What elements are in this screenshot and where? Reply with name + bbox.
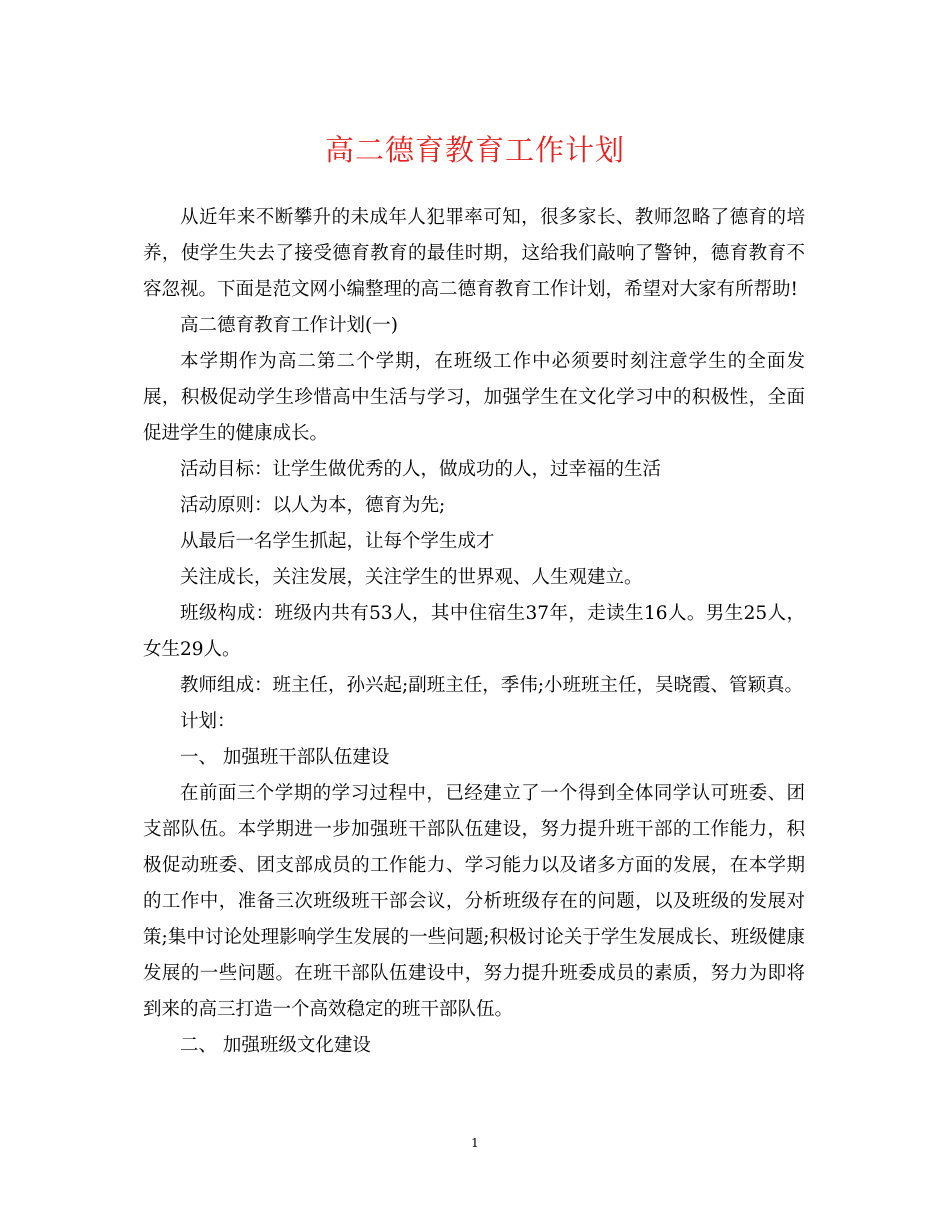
paragraph-plan-label: 计划： xyxy=(180,711,236,732)
paragraph-heading-plan-one: 高二德育教育工作计划(一) xyxy=(180,315,398,336)
paragraph-activity-principle: 活动原则：以人为本，德育为先; xyxy=(180,495,446,516)
paragraph-section-one-body: 在前面三个学期的学习过程中，已经建立了一个得到全体同学认可班委、团支部队伍。本学期进一步加强班干部队伍建设，努力提升班干部的工作能力，积极促动班委、团支部成员的工作能力、学习能力以及诸多方面的发展，在本学期的工作中，准备三次班级班干部会议，分析班级存在的问题，以及班级的发展对策;集中讨论处理影响学生发展的一些问题;积极讨论关于学生发展成长、班级健康发展的一些问题。在班干部队伍建设中，努力提升班委成员的素质，努力为即将到来的高三打造一个高效稳定的班干部队伍。 xyxy=(143,783,805,1020)
paragraph-teacher-composition: 教师组成：班主任，孙兴起;副班主任，季伟;小班班主任，吴晓霞、管颖真。 xyxy=(180,675,803,696)
paragraph-semester: 本学期作为高二第二个学期，在班级工作中必须要时刻注意学生的全面发展，积极促动学生珍惜高中生活与学习，加强学生在文化学习中的积极性，全面促进学生的健康成长。 xyxy=(143,351,805,444)
paragraph-section-two-heading: 二、 加强班级文化建设 xyxy=(180,1035,371,1056)
paragraph-class-composition: 班级构成：班级内共有53人，其中住宿生37年，走读生16人。男生25人，女生29人。 xyxy=(143,603,805,660)
paragraph-start-from-last: 从最后一名学生抓起，让每个学生成才 xyxy=(180,531,495,552)
paragraph-section-one-heading: 一、 加强班干部队伍建设 xyxy=(180,747,390,768)
page-number: 1 xyxy=(471,1136,479,1150)
paragraph-activity-goal: 活动目标：让学生做优秀的人，做成功的人，过幸福的生活 xyxy=(180,459,662,480)
paragraph-focus-growth: 关注成长，关注发展，关注学生的世界观、人生观建立。 xyxy=(180,567,643,588)
document-body xyxy=(143,200,805,1064)
paragraph-intro: 从近年来不断攀升的未成年人犯罪率可知，很多家长、教师忽略了德育的培养，使学生失去了接受德育教育的最佳时期，这给我们敲响了警钟，德育教育不容忽视。下面是范文网小编整理的高二德育教育工作计划，希望对大家有所帮助! xyxy=(143,207,805,300)
document-title: 高二德育教育工作计划 xyxy=(324,133,625,167)
